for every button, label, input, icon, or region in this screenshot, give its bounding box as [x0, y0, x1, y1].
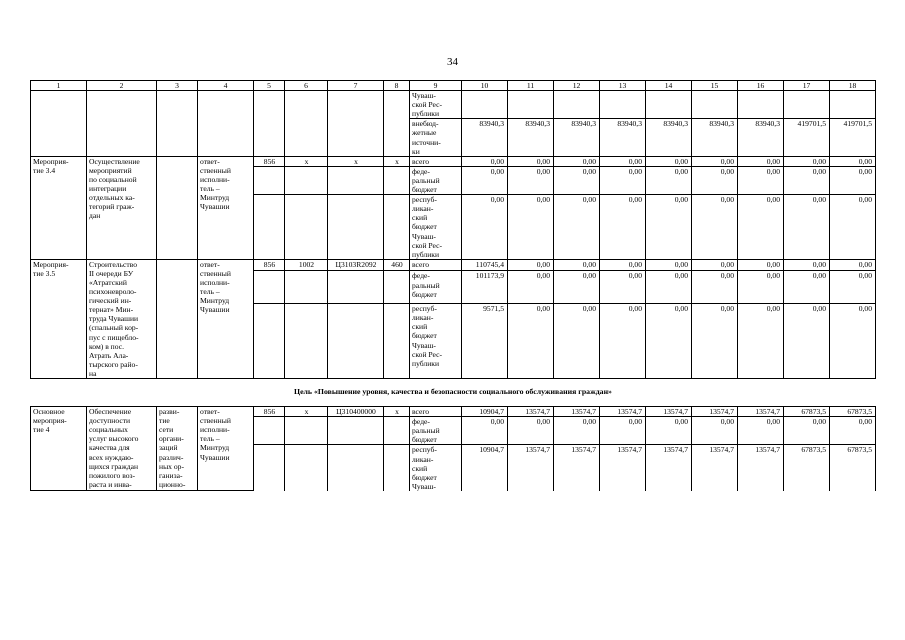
- value-cell: [830, 91, 876, 119]
- column-number: 9: [410, 81, 462, 91]
- value-cell: 83940,3: [738, 119, 784, 156]
- value-cell: [692, 91, 738, 119]
- value-cell: 0,00: [784, 304, 830, 379]
- value-cell: [554, 91, 600, 119]
- empty-cell: [384, 304, 410, 379]
- value-cell: 83940,3: [646, 119, 692, 156]
- column-number: 8: [384, 81, 410, 91]
- empty-cell: [285, 417, 328, 445]
- value-cell: 0,00: [508, 304, 554, 379]
- value-cell: 0,00: [600, 271, 646, 304]
- empty-cell: [198, 91, 254, 157]
- vr-code: x: [384, 156, 410, 166]
- value-cell: 0,00: [738, 417, 784, 445]
- empty-cell: [328, 166, 384, 194]
- value-cell: 0,00: [830, 304, 876, 379]
- empty-cell: [285, 195, 328, 260]
- value-cell: 0,00: [554, 156, 600, 166]
- csr-code: x: [328, 156, 384, 166]
- value-cell: 0,00: [600, 259, 646, 271]
- value-cell: 0,00: [692, 417, 738, 445]
- measure-executor: ответ- ственный исполни- тель – Минтруд Чувашии: [198, 407, 254, 491]
- value-cell: 0,00: [554, 304, 600, 379]
- value-cell: 0,00: [554, 166, 600, 194]
- value-cell: 0,00: [692, 166, 738, 194]
- value-cell: 0,00: [830, 166, 876, 194]
- value-cell: 0,00: [554, 259, 600, 271]
- value-cell: 0,00: [646, 259, 692, 271]
- value-cell: 0,00: [830, 259, 876, 271]
- empty-cell: [384, 417, 410, 445]
- empty-cell: [254, 195, 285, 260]
- value-cell: 83940,3: [462, 119, 508, 156]
- empty-cell: [254, 304, 285, 379]
- value-cell: 0,00: [646, 304, 692, 379]
- funding-source: респуб- ликан- ский бюджет Чуваш- ской Рес- публики: [410, 304, 462, 379]
- empty-cell: [157, 91, 198, 157]
- column-number: 10: [462, 81, 508, 91]
- rzpr-code: x: [285, 407, 328, 417]
- empty-cell: [328, 271, 384, 304]
- column-number: 3: [157, 81, 198, 91]
- value-cell: 0,00: [738, 259, 784, 271]
- empty-cell: [384, 166, 410, 194]
- funding-source: всего: [410, 407, 462, 417]
- measure-name: Мероприя- тие 3.4: [31, 156, 87, 259]
- column-number: 11: [508, 81, 554, 91]
- empty-cell: [254, 417, 285, 445]
- value-cell: 101173,9: [462, 271, 508, 304]
- empty-cell: [328, 417, 384, 445]
- measure-description: Осуществление мероприятий по социальной интеграции отдельных ка- тегорий граж- дан: [87, 156, 157, 259]
- measure-name: Мероприя- тие 3.5: [31, 259, 87, 378]
- empty-cell: [384, 91, 410, 157]
- goal-row: [31, 379, 876, 407]
- value-cell: 0,00: [738, 166, 784, 194]
- column-number: 14: [646, 81, 692, 91]
- value-cell: 13574,7: [600, 445, 646, 491]
- funding-source: всего: [410, 259, 462, 271]
- value-cell: 0,00: [784, 271, 830, 304]
- value-cell: 0,00: [738, 304, 784, 379]
- value-cell: 419701,5: [830, 119, 876, 156]
- value-cell: 10904,7: [462, 407, 508, 417]
- value-cell: 0,00: [646, 156, 692, 166]
- value-cell: 67873,5: [830, 407, 876, 417]
- budget-table: [30, 80, 876, 491]
- value-cell: 67873,5: [784, 407, 830, 417]
- value-cell: 0,00: [600, 156, 646, 166]
- value-cell: 0,00: [646, 195, 692, 260]
- value-cell: 419701,5: [784, 119, 830, 156]
- empty-cell: [254, 166, 285, 194]
- grbs-code: 856: [254, 156, 285, 166]
- page-number: 34: [447, 56, 458, 68]
- value-cell: 13574,7: [738, 407, 784, 417]
- column-number: 16: [738, 81, 784, 91]
- value-cell: [784, 91, 830, 119]
- value-cell: 0,00: [784, 166, 830, 194]
- column-number: 5: [254, 81, 285, 91]
- value-cell: 0,00: [508, 271, 554, 304]
- value-cell: 0,00: [784, 156, 830, 166]
- value-cell: 0,00: [462, 166, 508, 194]
- empty-cell: [384, 271, 410, 304]
- value-cell: 0,00: [784, 417, 830, 445]
- measure-name: Основное мероприя- тие 4: [31, 407, 87, 491]
- value-cell: 0,00: [508, 156, 554, 166]
- measure-description: Обеспечение доступности социальных услуг высокого качества для всех нуждаю- щихся граждан пожилого воз- раста и инва-: [87, 407, 157, 491]
- value-cell: 0,00: [738, 271, 784, 304]
- funding-source: феде- ральный бюджет: [410, 417, 462, 445]
- value-cell: 13574,7: [646, 445, 692, 491]
- table-row: [31, 407, 876, 417]
- column-number: 2: [87, 81, 157, 91]
- value-cell: 0,00: [692, 195, 738, 260]
- value-cell: [600, 91, 646, 119]
- value-cell: 0,00: [738, 195, 784, 260]
- goal-title: Цель «Повышение уровня, качества и безопасности социального обслуживания граждан»: [31, 379, 876, 407]
- value-cell: 13574,7: [508, 407, 554, 417]
- value-cell: 0,00: [830, 417, 876, 445]
- value-cell: 13574,7: [738, 445, 784, 491]
- empty-cell: [384, 195, 410, 260]
- value-cell: 0,00: [830, 195, 876, 260]
- empty-cell: [285, 304, 328, 379]
- value-cell: 13574,7: [646, 407, 692, 417]
- value-cell: 13574,7: [692, 445, 738, 491]
- measure-description: Строительство II очереди БУ «Атратский психоневроло- гический ин- тернат» Мин- труда Чувашии (спальный кор- пус с пищебло- ком) в пос. Атрать Ала- тырского райо- на: [87, 259, 157, 378]
- funding-source: всего: [410, 156, 462, 166]
- value-cell: 10904,7: [462, 445, 508, 491]
- measure-indicator: разви- тие сети органи- заций различ- ных ор- ганиза- ционно-: [157, 407, 198, 491]
- csr-code: Ц3103R2092: [328, 259, 384, 271]
- vr-code: x: [384, 407, 410, 417]
- value-cell: 0,00: [830, 271, 876, 304]
- value-cell: 0,00: [554, 271, 600, 304]
- value-cell: 0,00: [784, 195, 830, 260]
- empty-cell: [285, 166, 328, 194]
- value-cell: [738, 91, 784, 119]
- value-cell: 0,00: [462, 156, 508, 166]
- value-cell: 0,00: [692, 259, 738, 271]
- column-number: 4: [198, 81, 254, 91]
- value-cell: 0,00: [508, 259, 554, 271]
- value-cell: 0,00: [600, 166, 646, 194]
- table-row: [31, 156, 876, 166]
- funding-source: Чуваш- ской Рес- публики: [410, 91, 462, 119]
- value-cell: 0,00: [646, 271, 692, 304]
- table-row: [31, 91, 876, 119]
- rzpr-code: 1002: [285, 259, 328, 271]
- empty-cell: [328, 195, 384, 260]
- value-cell: 13574,7: [554, 407, 600, 417]
- empty-cell: [157, 259, 198, 378]
- value-cell: 0,00: [508, 417, 554, 445]
- value-cell: 0,00: [462, 195, 508, 260]
- measure-executor: ответ- ственный исполни- тель – Минтруд Чувашии: [198, 156, 254, 259]
- empty-cell: [328, 445, 384, 491]
- value-cell: 0,00: [554, 417, 600, 445]
- value-cell: 67873,5: [830, 445, 876, 491]
- column-number: 6: [285, 81, 328, 91]
- table-row: [31, 259, 876, 271]
- value-cell: 83940,3: [554, 119, 600, 156]
- value-cell: 0,00: [600, 304, 646, 379]
- value-cell: 0,00: [600, 417, 646, 445]
- value-cell: [462, 91, 508, 119]
- value-cell: 83940,3: [692, 119, 738, 156]
- empty-cell: [285, 91, 328, 157]
- funding-source: внебюд- жетные источни- ки: [410, 119, 462, 156]
- column-number: 18: [830, 81, 876, 91]
- funding-source: респуб- ликан- ский бюджет Чуваш-: [410, 445, 462, 491]
- value-cell: 110745,4: [462, 259, 508, 271]
- empty-cell: [328, 91, 384, 157]
- column-number: 15: [692, 81, 738, 91]
- value-cell: 0,00: [692, 156, 738, 166]
- value-cell: 9571,5: [462, 304, 508, 379]
- csr-code: Ц310400000: [328, 407, 384, 417]
- value-cell: 0,00: [784, 259, 830, 271]
- value-cell: 0,00: [600, 195, 646, 260]
- column-number: 13: [600, 81, 646, 91]
- vr-code: 460: [384, 259, 410, 271]
- grbs-code: 856: [254, 407, 285, 417]
- value-cell: [646, 91, 692, 119]
- funding-source: респуб- ликан- ский бюджет Чуваш- ской Рес- публики: [410, 195, 462, 260]
- value-cell: 13574,7: [692, 407, 738, 417]
- value-cell: [508, 91, 554, 119]
- empty-cell: [87, 91, 157, 157]
- value-cell: 0,00: [646, 417, 692, 445]
- column-number: 12: [554, 81, 600, 91]
- funding-source: феде- ральный бюджет: [410, 166, 462, 194]
- value-cell: 13574,7: [508, 445, 554, 491]
- empty-cell: [157, 156, 198, 259]
- value-cell: 83940,3: [508, 119, 554, 156]
- value-cell: 0,00: [462, 417, 508, 445]
- value-cell: 83940,3: [600, 119, 646, 156]
- value-cell: 13574,7: [554, 445, 600, 491]
- funding-source: феде- ральный бюджет: [410, 271, 462, 304]
- value-cell: 0,00: [692, 304, 738, 379]
- column-number: 17: [784, 81, 830, 91]
- empty-cell: [254, 271, 285, 304]
- empty-cell: [254, 445, 285, 491]
- value-cell: 0,00: [646, 166, 692, 194]
- measure-executor: ответ- ственный исполни- тель – Минтруд Чувашии: [198, 259, 254, 378]
- value-cell: 0,00: [508, 166, 554, 194]
- grbs-code: 856: [254, 259, 285, 271]
- column-number-row: [31, 81, 876, 91]
- value-cell: 67873,5: [784, 445, 830, 491]
- empty-cell: [31, 91, 87, 157]
- empty-cell: [285, 445, 328, 491]
- value-cell: 0,00: [554, 195, 600, 260]
- rzpr-code: x: [285, 156, 328, 166]
- column-number: 7: [328, 81, 384, 91]
- value-cell: 0,00: [508, 195, 554, 260]
- value-cell: 0,00: [830, 156, 876, 166]
- empty-cell: [285, 271, 328, 304]
- value-cell: 0,00: [738, 156, 784, 166]
- empty-cell: [328, 304, 384, 379]
- empty-cell: [254, 91, 285, 157]
- empty-cell: [384, 445, 410, 491]
- column-number: 1: [31, 81, 87, 91]
- value-cell: 0,00: [692, 271, 738, 304]
- value-cell: 13574,7: [600, 407, 646, 417]
